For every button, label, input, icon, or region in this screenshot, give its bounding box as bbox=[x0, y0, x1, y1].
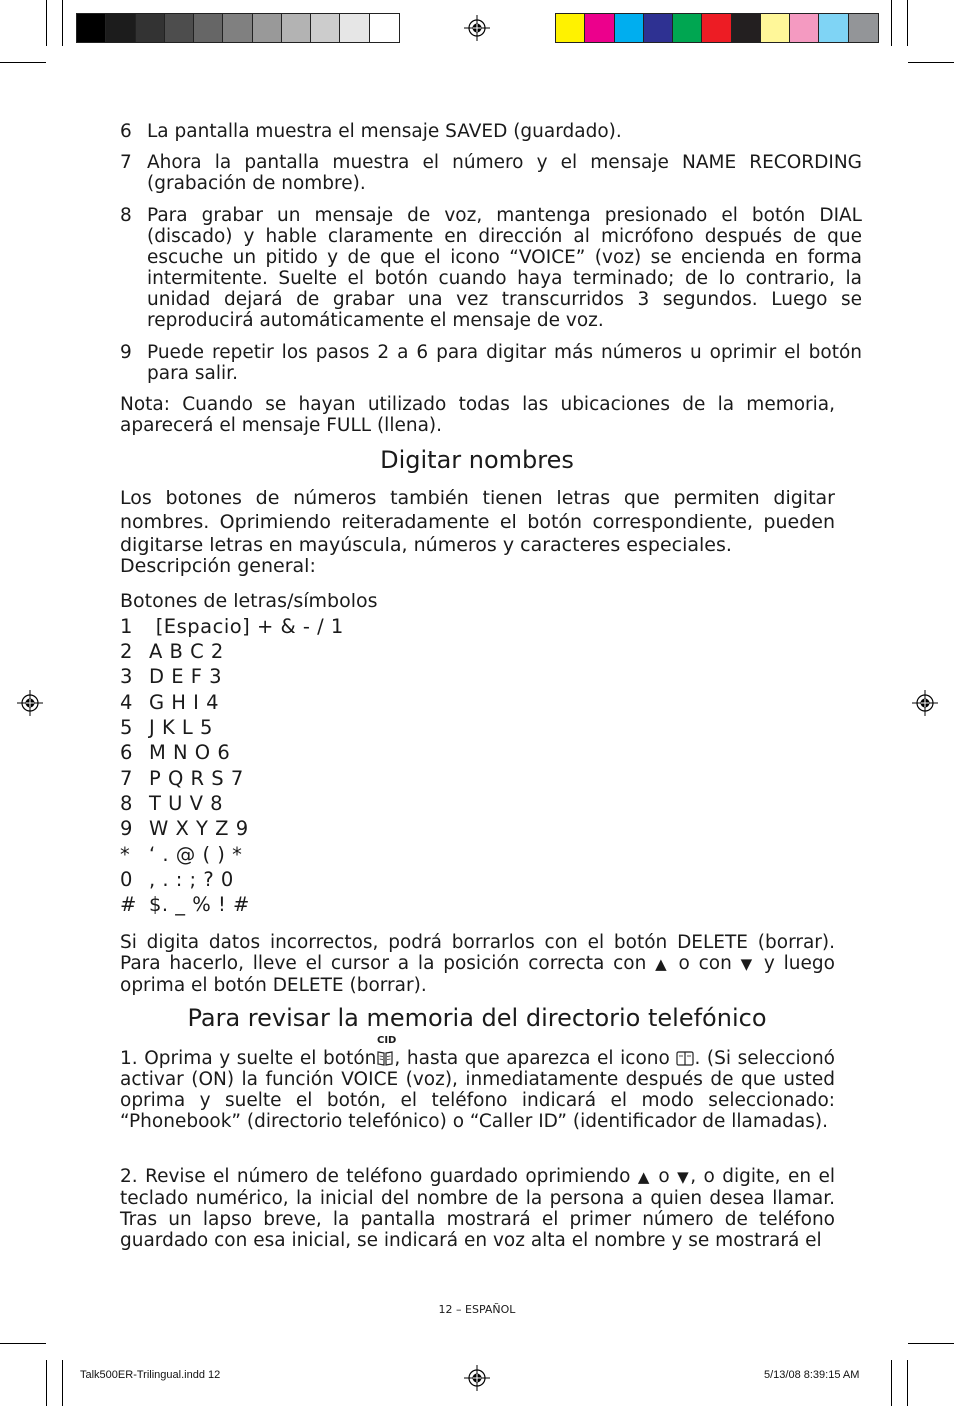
registration-mark-icon bbox=[464, 1365, 490, 1391]
registration-mark-icon bbox=[17, 690, 43, 716]
slug-timestamp: 5/13/08 8:39:15 AM bbox=[764, 1369, 860, 1381]
step-text: Puede repetir los pasos 2 a 6 para digitar más números u oprimir el botón para salir. bbox=[147, 342, 862, 384]
key-table-title: Botones de letras/símbolos bbox=[120, 590, 378, 612]
delete-paragraph: Si digita datos incorrectos, podrá borrarlos con el botón DELETE (borrar). Para hacerlo, lleve el cursor a la posición correcta con ▲ o con ▼ y luego oprima el botón DELETE (borrar). bbox=[120, 932, 835, 996]
key-row: 0 , . : ; ? 0 bbox=[120, 868, 234, 891]
section-heading-revisar-memoria: Para revisar la memoria del directorio telefónico bbox=[187, 1004, 767, 1032]
up-arrow-icon: ▲ bbox=[655, 955, 670, 973]
key-row: 9 W X Y Z 9 bbox=[120, 817, 249, 840]
registration-mark-icon bbox=[912, 690, 938, 716]
color-swatch bbox=[790, 14, 819, 42]
overview-label: Descripción general: bbox=[120, 555, 316, 577]
color-swatch bbox=[732, 14, 761, 42]
key-row: 7 P Q R S 7 bbox=[120, 767, 244, 790]
note-paragraph: Nota: Cuando se hayan utilizado todas las ubicaciones de la memoria, aparecerá el mensaje FULL (llena). bbox=[120, 394, 835, 436]
color-swatch bbox=[761, 14, 790, 42]
step-number: 6 bbox=[120, 121, 132, 142]
page-footer: 12 – ESPAÑOL bbox=[438, 1303, 516, 1316]
key-row: 1 [Espacio] + & - / 1 bbox=[120, 615, 344, 638]
phonebook-icon bbox=[676, 1050, 694, 1067]
step-text: La pantalla muestra el mensaje SAVED (guardado). bbox=[147, 121, 622, 142]
cid-label: CID bbox=[377, 1035, 397, 1046]
down-arrow-icon: ▼ bbox=[677, 1168, 691, 1186]
color-swatch bbox=[702, 14, 731, 42]
key-row: 8 T U V 8 bbox=[120, 792, 224, 815]
registration-mark-icon bbox=[464, 15, 490, 41]
color-swatch bbox=[819, 14, 848, 42]
grayscale-bar bbox=[76, 13, 400, 43]
step-number: 9 bbox=[120, 342, 132, 363]
key-row: 5 J K L 5 bbox=[120, 716, 213, 739]
step-7 bbox=[120, 152, 862, 194]
color-swatch bbox=[673, 14, 702, 42]
color-swatch bbox=[340, 14, 369, 42]
color-swatch bbox=[165, 14, 194, 42]
key-row: 4 G H I 4 bbox=[120, 691, 220, 714]
key-row: 6 M N O 6 bbox=[120, 741, 231, 764]
color-swatch bbox=[849, 14, 878, 42]
phonebook-paragraph-1: 1. Oprima y suelte el botón , hasta que aparezca el icono . (Si seleccionó activar (ON) la función VOICE (voz), inmediatamente después de que usted oprima y suelte el botón, el teléfono indicará el modo seleccionado: “Phonebook” (directorio telefónico) o “Caller ID” (identificador de llamadas). bbox=[120, 1048, 835, 1132]
phonebook-paragraph-2: 2. Revise el número de teléfono guardado oprimiendo ▲ o ▼, o digite, en el teclado numérico, la inicial del nombre de la persona a quien desea llamar. Tras un lapso breve, la pantalla mostrará el primer número de teléfono guardado con esa inicial, se indicará en voz alta el nombre y se mostrará el bbox=[120, 1166, 835, 1251]
step-9 bbox=[120, 342, 862, 384]
color-swatch bbox=[644, 14, 673, 42]
color-swatch bbox=[194, 14, 223, 42]
down-arrow-icon: ▼ bbox=[740, 955, 756, 973]
color-swatch bbox=[106, 14, 135, 42]
up-arrow-icon: ▲ bbox=[637, 1168, 651, 1186]
color-swatch bbox=[282, 14, 311, 42]
color-swatch bbox=[223, 14, 252, 42]
section-heading-digitar-nombres: Digitar nombres bbox=[380, 446, 574, 474]
cid-book-icon bbox=[376, 1050, 394, 1067]
step-number: 8 bbox=[120, 205, 132, 226]
color-swatch bbox=[556, 14, 585, 42]
color-swatch bbox=[585, 14, 614, 42]
color-bar bbox=[555, 13, 879, 43]
color-swatch bbox=[311, 14, 340, 42]
key-row: 2 A B C 2 bbox=[120, 640, 224, 663]
color-swatch bbox=[253, 14, 282, 42]
key-row: 3 D E F 3 bbox=[120, 665, 223, 688]
key-row: * ‘ . @ ( ) * bbox=[120, 843, 243, 866]
intro-paragraph: Los botones de números también tienen letras que permiten digitar nombres. Oprimiendo reiteradamente el botón correspondiente, pueden digitarse letras en mayúscula, números y caracteres especiales. bbox=[120, 487, 835, 556]
key-row: # $. _ % ! # bbox=[120, 893, 250, 916]
slug-filename: Talk500ER-Trilingual.indd 12 bbox=[80, 1369, 221, 1381]
step-6 bbox=[120, 121, 862, 142]
step-text: Para grabar un mensaje de voz, mantenga presionado el botón DIAL (discado) y hable claramente en dirección al micrófono después de que escuche un pitido y de que el icono “VOICE” (voz) se encienda en forma intermitente. Suelte el botón cuando haya terminado; de lo contrario, la unidad dejará de grabar una vez transcurridos 3 segundos. Luego se reproducirá automáticamente el mensaje de voz. bbox=[147, 205, 862, 331]
color-swatch bbox=[615, 14, 644, 42]
color-swatch bbox=[136, 14, 165, 42]
color-swatch bbox=[77, 14, 106, 42]
color-swatch bbox=[370, 14, 399, 42]
step-number: 7 bbox=[120, 152, 132, 173]
step-text: Ahora la pantalla muestra el número y el mensaje NAME RECORDING (grabación de nombre). bbox=[147, 152, 862, 194]
step-8 bbox=[120, 205, 862, 331]
